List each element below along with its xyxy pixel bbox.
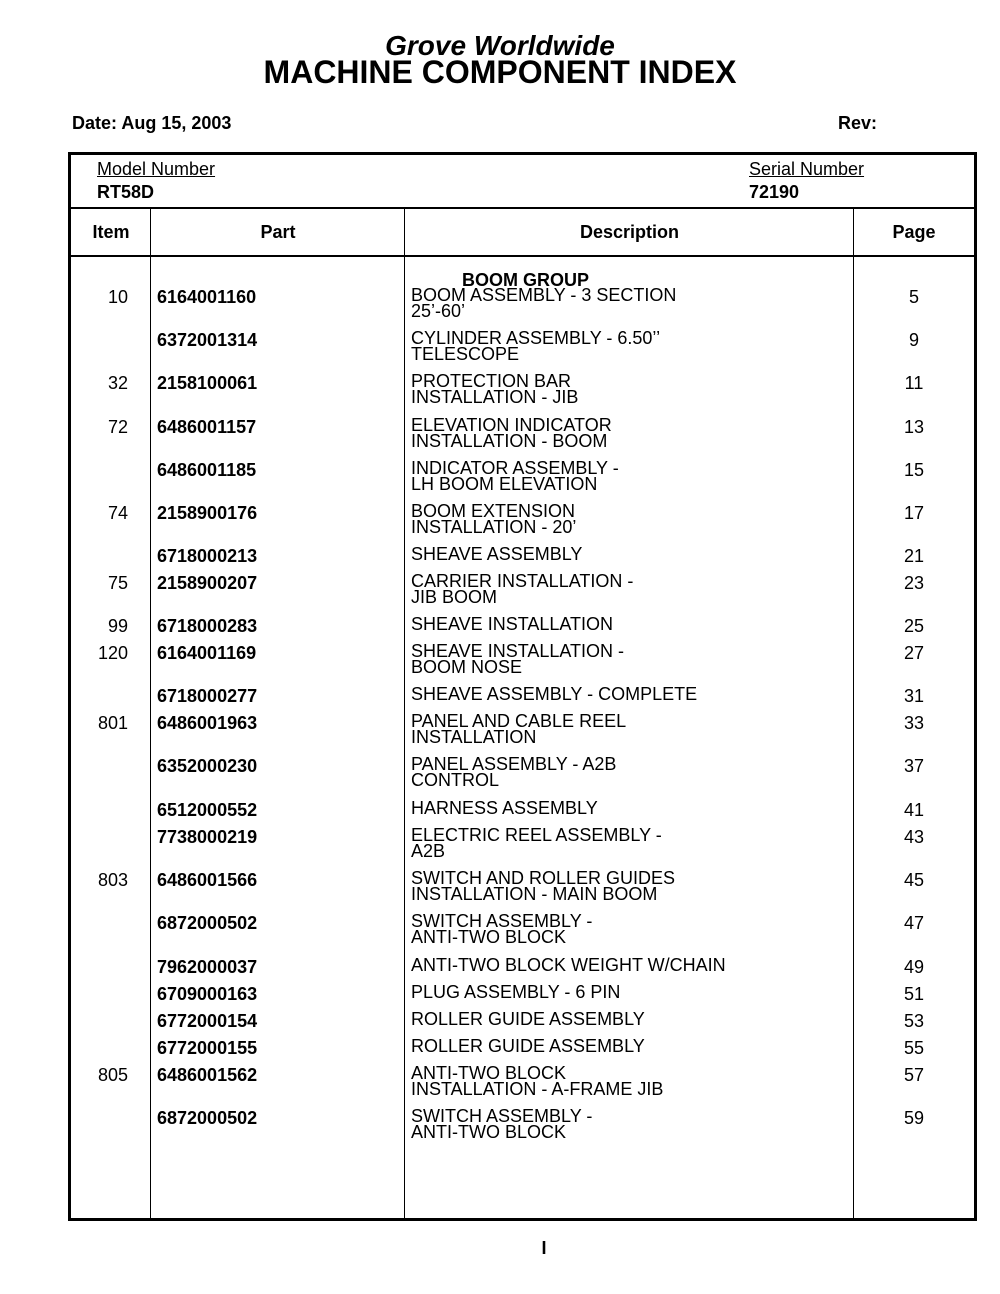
- item-number: 72: [107, 417, 128, 437]
- part-description: [411, 713, 831, 745]
- description-line: ANTI-TWO BLOCK: [411, 1063, 567, 1083]
- description-line: SHEAVE ASSEMBLY: [411, 544, 583, 564]
- part-description: [411, 800, 831, 816]
- description-line: HARNESS ASSEMBLY: [411, 798, 598, 818]
- part-description: [411, 686, 831, 702]
- page-reference: 49: [903, 957, 925, 977]
- item-number: 10: [107, 287, 128, 307]
- part-number: 2158900207: [157, 573, 258, 593]
- page-reference: 17: [903, 503, 925, 523]
- column-header-item: Item: [71, 209, 151, 257]
- description-line: PLUG ASSEMBLY - 6 PIN: [411, 982, 621, 1002]
- part-description: [411, 1011, 831, 1027]
- part-description: [411, 503, 831, 535]
- page-reference: 33: [903, 713, 925, 733]
- item-number: 32: [107, 373, 128, 393]
- page-reference: 55: [903, 1038, 925, 1058]
- part-number: 7962000037: [157, 957, 258, 977]
- description-line: PANEL AND CABLE REEL: [411, 711, 627, 731]
- description-line: ANTI-TWO BLOCK: [411, 927, 567, 947]
- page-reference: 15: [903, 460, 925, 480]
- description-line: INSTALLATION: [411, 727, 537, 747]
- page-reference: 47: [903, 913, 925, 933]
- description-line: A2B: [411, 841, 446, 861]
- item-number: 120: [97, 643, 128, 663]
- part-description: [411, 870, 831, 902]
- part-description: [411, 827, 831, 859]
- part-number: 6164001169: [157, 643, 257, 663]
- part-description: [411, 287, 831, 319]
- description-line: ELEVATION INDICATOR: [411, 415, 612, 435]
- part-number: 6486001963: [157, 713, 258, 733]
- description-line: ELECTRIC REEL ASSEMBLY -: [411, 825, 662, 845]
- part-description: [411, 417, 831, 449]
- description-line: CYLINDER ASSEMBLY - 6.50’’: [411, 328, 661, 348]
- description-line: SHEAVE INSTALLATION: [411, 614, 614, 634]
- date-line: Date: Aug 15, 2003: [72, 113, 232, 133]
- column-header-page: Page: [854, 209, 974, 257]
- part-description: [411, 1108, 831, 1140]
- part-number: 6512000552: [157, 800, 258, 820]
- description-line: ROLLER GUIDE ASSEMBLY: [411, 1009, 645, 1029]
- description-line: INSTALLATION - JIB: [411, 387, 579, 407]
- model-number-label: Model Number: [97, 159, 216, 179]
- part-number: 2158100061: [157, 373, 258, 393]
- page-reference: 51: [903, 984, 925, 1004]
- machine-info-header: [71, 155, 974, 209]
- part-number: 6772000155: [157, 1038, 258, 1058]
- part-description: [411, 913, 831, 945]
- part-description: [411, 957, 831, 973]
- page-reference: 53: [903, 1011, 925, 1031]
- part-description: [411, 616, 831, 632]
- company-name: Grove Worldwide: [385, 30, 615, 61]
- part-description: [411, 546, 831, 562]
- part-number: 6872000502: [157, 1108, 258, 1128]
- description-line: PROTECTION BAR: [411, 371, 572, 391]
- item-number: 803: [97, 870, 128, 890]
- description-line: INSTALLATION - MAIN BOOM: [411, 884, 658, 904]
- page-reference: 59: [903, 1108, 925, 1128]
- page-reference: 57: [903, 1065, 925, 1085]
- page-reference: 13: [903, 417, 925, 437]
- component-index-table: [68, 152, 977, 1221]
- description-line: JIB BOOM: [411, 587, 498, 607]
- page-reference: 9: [908, 330, 919, 350]
- column-divider: [404, 209, 405, 1218]
- part-description: [411, 460, 831, 492]
- description-line: INSTALLATION - 20’: [411, 517, 577, 537]
- part-number: 6872000502: [157, 913, 258, 933]
- part-number: 6486001157: [157, 417, 257, 437]
- part-description: [411, 984, 831, 1000]
- serial-number-label: Serial Number: [749, 159, 865, 179]
- part-number: 7738000219: [157, 827, 258, 847]
- description-line: INSTALLATION - A-FRAME JIB: [411, 1079, 664, 1099]
- description-line: BOOM ASSEMBLY - 3 SECTION: [411, 285, 677, 305]
- description-line: ANTI-TWO BLOCK: [411, 1122, 567, 1142]
- description-line: SHEAVE ASSEMBLY - COMPLETE: [411, 684, 698, 704]
- part-description: [411, 1065, 831, 1097]
- page-number: I: [541, 1238, 547, 1258]
- page-reference: 5: [908, 287, 919, 307]
- description-line: SWITCH ASSEMBLY -: [411, 911, 593, 931]
- part-number: 6718000213: [157, 546, 258, 566]
- description-line: SWITCH ASSEMBLY -: [411, 1106, 593, 1126]
- part-description: [411, 643, 831, 675]
- page-reference: 31: [903, 686, 925, 706]
- page-reference: 21: [903, 546, 925, 566]
- part-description: [411, 1038, 831, 1054]
- item-number: 805: [97, 1065, 128, 1085]
- item-number: 99: [107, 616, 128, 636]
- part-number: 6718000283: [157, 616, 258, 636]
- column-header-part: Part: [151, 209, 405, 257]
- page-reference: 43: [903, 827, 925, 847]
- part-number: 6486001566: [157, 870, 258, 890]
- page-reference: 41: [903, 800, 925, 820]
- part-description: [411, 330, 831, 362]
- part-description: [411, 756, 831, 788]
- page-reference: 23: [903, 573, 925, 593]
- column-divider: [150, 209, 151, 1218]
- part-number: 6772000154: [157, 1011, 258, 1031]
- description-line: CONTROL: [411, 770, 500, 790]
- page-reference: 27: [903, 643, 925, 663]
- description-line: TELESCOPE: [411, 344, 520, 364]
- serial-number-value: 72190: [749, 182, 800, 202]
- item-number: 801: [97, 713, 128, 733]
- description-line: PANEL ASSEMBLY - A2B: [411, 754, 617, 774]
- part-description: [411, 373, 831, 405]
- description-line: ROLLER GUIDE ASSEMBLY: [411, 1036, 645, 1056]
- description-line: SHEAVE INSTALLATION -: [411, 641, 625, 661]
- description-line: BOOM EXTENSION: [411, 501, 576, 521]
- description-line: SWITCH AND ROLLER GUIDES: [411, 868, 676, 888]
- part-number: 6164001160: [157, 287, 257, 307]
- page-reference: 11: [904, 373, 924, 393]
- column-header-description: Description: [405, 209, 854, 257]
- item-number: 74: [107, 503, 128, 523]
- description-line: CARRIER INSTALLATION -: [411, 571, 634, 591]
- description-line: 25’-60’: [411, 301, 466, 321]
- part-number: 6709000163: [157, 984, 258, 1004]
- part-number: 2158900176: [157, 503, 258, 523]
- model-number-value: RT58D: [97, 182, 155, 202]
- part-number: 6352000230: [157, 756, 258, 776]
- section-heading: BOOM GROUP: [462, 270, 590, 290]
- part-number: 6486001562: [157, 1065, 258, 1085]
- page-reference: 25: [903, 616, 925, 636]
- part-number: 6718000277: [157, 686, 258, 706]
- part-number: 6486001185: [157, 460, 257, 480]
- part-description: [411, 573, 831, 605]
- item-number: 75: [107, 573, 128, 593]
- description-line: INDICATOR ASSEMBLY -: [411, 458, 619, 478]
- description-line: BOOM NOSE: [411, 657, 523, 677]
- rev-line: Rev:: [838, 113, 878, 133]
- description-line: LH BOOM ELEVATION: [411, 474, 598, 494]
- page-reference: 45: [903, 870, 925, 890]
- page-reference: 37: [903, 756, 925, 776]
- description-line: INSTALLATION - BOOM: [411, 431, 608, 451]
- document-title: MACHINE COMPONENT INDEX: [263, 54, 737, 90]
- description-line: ANTI-TWO BLOCK WEIGHT W/CHAIN: [411, 955, 726, 975]
- part-number: 6372001314: [157, 330, 258, 350]
